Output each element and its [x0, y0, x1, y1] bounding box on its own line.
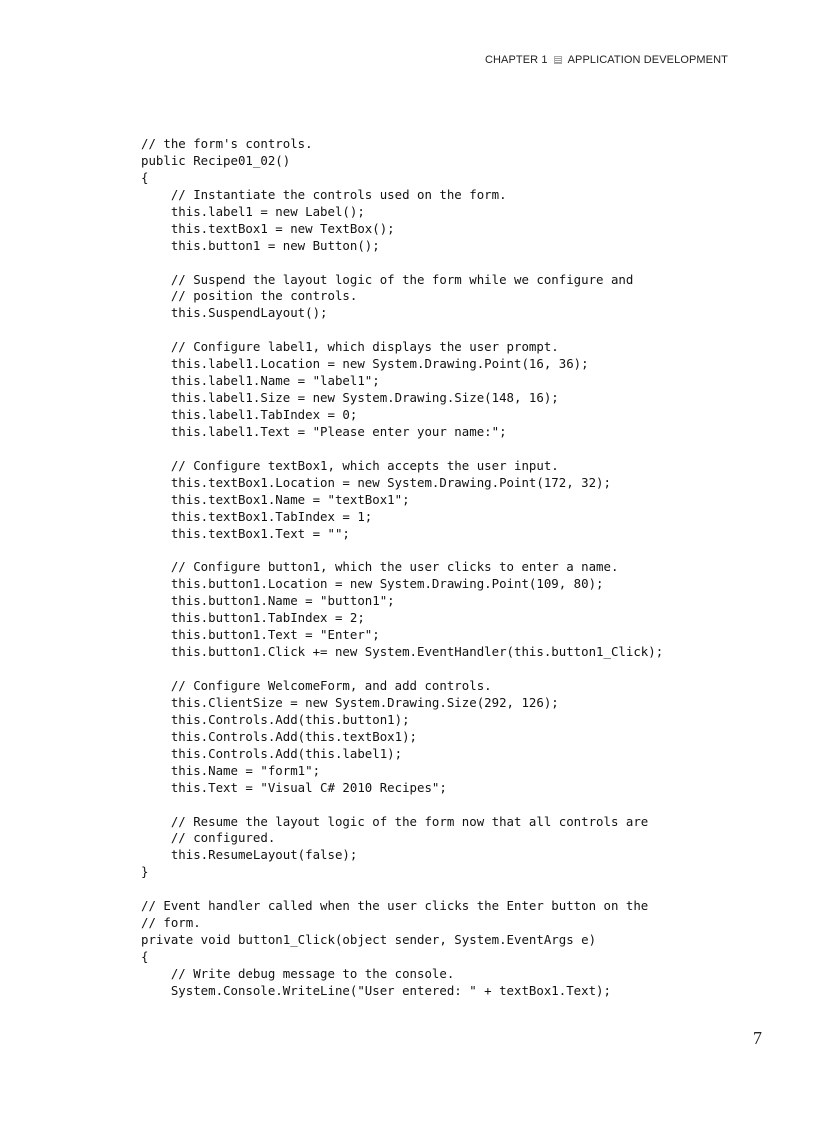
code-line: this.textBox1 = new TextBox();	[141, 220, 395, 236]
code-line: // Instantiate the controls used on the form.	[141, 186, 507, 202]
code-line: this.ResumeLayout(false);	[141, 847, 358, 863]
chapter-separator-icon	[554, 56, 562, 64]
code-line: // Write debug message to the console.	[141, 965, 455, 981]
page-number: 7	[753, 1028, 762, 1048]
code-line: this.Name = "form1";	[141, 762, 321, 778]
code-line	[141, 797, 663, 814]
code-line: // Configure WelcomeForm, and add controls.	[141, 678, 492, 693]
code-line: this.button1.Click += new System.EventHandler(this.button1_Click);	[141, 644, 664, 660]
code-line: // Configure label1, which displays the user prompt.	[141, 339, 559, 355]
code-line: {	[141, 949, 149, 964]
code-line	[141, 543, 663, 560]
code-line: this.textBox1.Text = "";	[141, 525, 350, 541]
code-line: this.textBox1.Location = new System.Drawing.Point(172, 32);	[141, 474, 611, 490]
code-line: this.textBox1.Name = "textBox1";	[141, 491, 410, 507]
code-line: // configured.	[141, 830, 276, 846]
code-line: this.label1 = new Label();	[141, 203, 365, 219]
code-line	[141, 661, 663, 678]
code-line	[141, 881, 663, 898]
code-line: // position the controls.	[141, 288, 358, 304]
code-line: this.button1.TabIndex = 2;	[141, 610, 365, 626]
code-line	[141, 322, 663, 339]
code-listing	[141, 136, 663, 1000]
code-line: public Recipe01_02()	[141, 152, 291, 168]
code-line	[141, 255, 663, 272]
code-line: // Suspend the layout logic of the form while we configure and	[141, 271, 634, 287]
code-line: // form.	[141, 915, 201, 931]
code-line: this.button1.Location = new System.Drawing.Point(109, 80);	[141, 576, 604, 592]
code-line: this.button1.Name = "button1";	[141, 593, 395, 609]
code-line: this.label1.Location = new System.Drawing.Point(16, 36);	[141, 356, 589, 372]
code-line: // Configure button1, which the user clicks to enter a name.	[141, 559, 619, 575]
code-line: this.button1.Text = "Enter";	[141, 627, 380, 643]
code-line: this.label1.TabIndex = 0;	[141, 407, 358, 422]
code-line	[141, 441, 663, 458]
code-line: }	[141, 864, 149, 880]
code-line: this.Text = "Visual C# 2010 Recipes";	[141, 779, 447, 795]
code-line: this.label1.Text = "Please enter your name:";	[141, 423, 507, 439]
code-line: // Event handler called when the user clicks the Enter button on the	[141, 898, 649, 914]
code-line: this.SuspendLayout();	[141, 305, 328, 321]
code-line: {	[141, 169, 149, 185]
code-line: // the form's controls.	[141, 136, 313, 151]
code-line: private void button1_Click(object sender, System.EventArgs e)	[141, 932, 597, 948]
section-title: APPLICATION DEVELOPMENT	[567, 54, 728, 66]
chapter-label: CHAPTER 1	[484, 54, 548, 66]
code-line: System.Console.WriteLine("User entered: " + textBox1.Text);	[141, 982, 611, 998]
code-line: this.ClientSize = new System.Drawing.Size(292, 126);	[141, 694, 559, 710]
code-line: this.label1.Size = new System.Drawing.Size(148, 16);	[141, 390, 559, 406]
code-line: // Configure textBox1, which accepts the user input.	[141, 457, 559, 473]
code-line: this.textBox1.TabIndex = 1;	[141, 508, 373, 524]
code-line: this.Controls.Add(this.button1);	[141, 711, 410, 727]
code-line: // Resume the layout logic of the form now that all controls are	[141, 813, 649, 829]
code-line: this.button1 = new Button();	[141, 237, 380, 253]
running-header	[485, 54, 728, 66]
code-line: this.Controls.Add(this.textBox1);	[141, 728, 418, 744]
code-line: this.label1.Name = "label1";	[141, 373, 380, 389]
code-line: this.Controls.Add(this.label1);	[141, 745, 403, 761]
